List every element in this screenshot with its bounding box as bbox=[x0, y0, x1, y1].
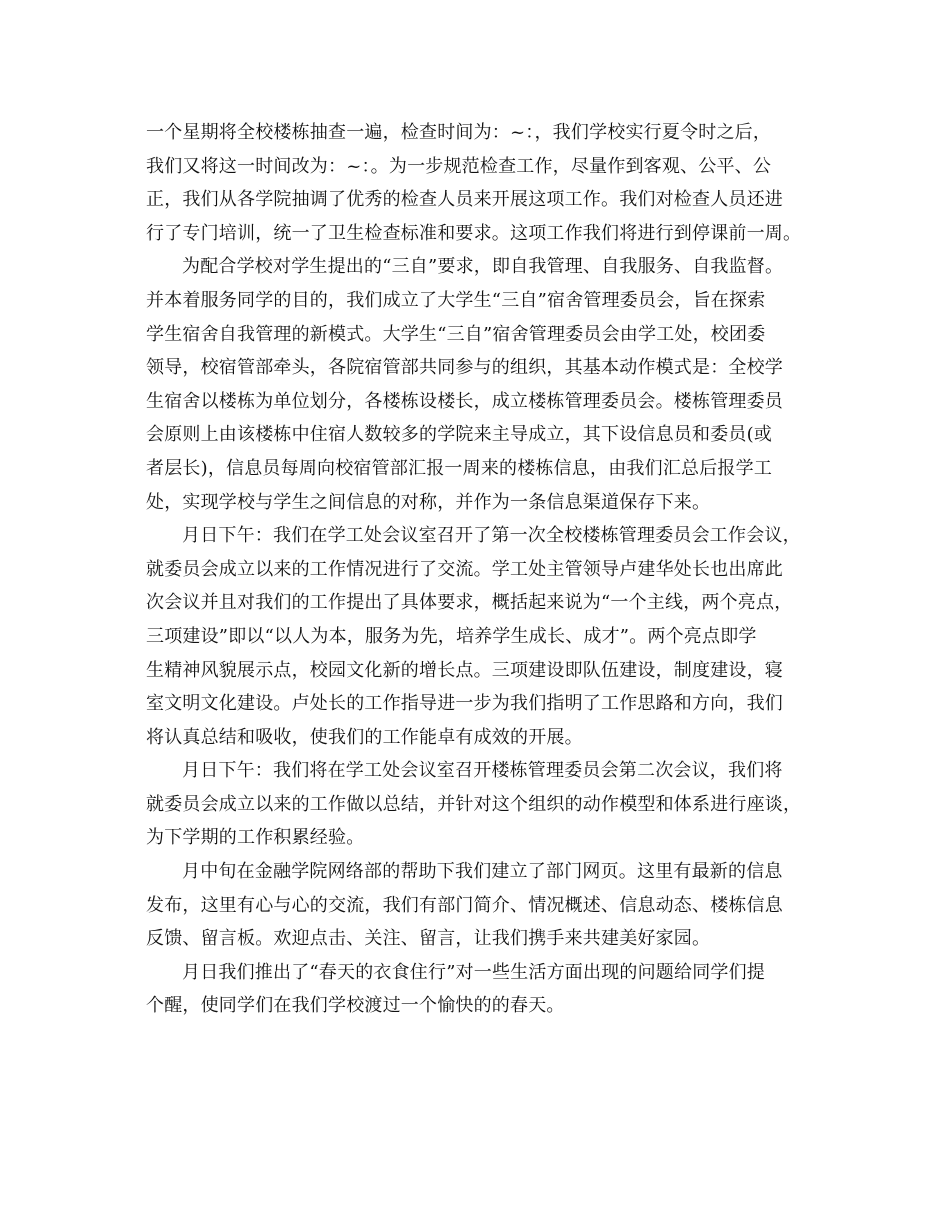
text-line: 就委员会成立以来的工作情况进行了交流。学工处主管领导卢建华处长也出席此 bbox=[146, 558, 783, 580]
paragraph-first-line: 月日我们推出了“春天的衣食住行”对一些生活方面出现的问题给同学们提 bbox=[182, 961, 766, 983]
document-body bbox=[146, 116, 811, 1023]
text-line: 生精神风貌展示点，校园文化新的增长点。三项建设即队伍建设，制度建设，寝 bbox=[146, 659, 783, 681]
text-line: 处，实现学校与学生之间信息的对称，并作为一条信息渠道保存下来。 bbox=[146, 491, 711, 513]
paragraph-first-line: 为配合学校对学生提出的“三自”要求，即自我管理、自我服务、自我监督。 bbox=[182, 256, 784, 278]
text-line: 将认真总结和吸收，使我们的工作能卓有成效的开展。 bbox=[146, 726, 583, 748]
paragraph-first-line: 月日下午：我们将在学工处会议室召开楼栋管理委员会第二次会议，我们将 bbox=[182, 760, 783, 782]
text-line: 为下学期的工作积累经验。 bbox=[146, 827, 365, 849]
text-line: 一个星期将全校楼栋抽查一遍，检查时间为：~：，我们学校实行夏令时之后， bbox=[146, 122, 772, 143]
text-line: 并本着服务同学的目的，我们成立了大学生“三自”宿舍管理委员会，旨在探索 bbox=[146, 289, 766, 311]
text-line: 正，我们从各学院抽调了优秀的检查人员来开展这项工作。我们对检查人员还进 bbox=[146, 189, 783, 211]
text-line: 个醒，使同学们在我们学校渡过一个愉快的的春天。 bbox=[146, 995, 565, 1017]
text-line: 三项建设”即以“以人为本，服务为先，培养学生成长、成才”。两个亮点即学 bbox=[146, 625, 757, 647]
text-line: 就委员会成立以来的工作做以总结，并针对这个组织的动作模型和体系进行座谈， bbox=[146, 793, 802, 815]
paragraph-first-line: 月日下午：我们在学工处会议室召开了第一次全校楼栋管理委员会工作会议， bbox=[182, 525, 801, 547]
text-line: 反馈、留言板。欢迎点击、关注、留言，让我们携手来共建美好家园。 bbox=[146, 928, 711, 950]
text-line: 学生宿舍自我管理的新模式。大学生“三自”宿舍管理委员会由学工处，校团委 bbox=[146, 323, 766, 345]
text-line: 领导，校宿管部牵头，各院宿管部共同参与的组织，其基本动作模式是：全校学 bbox=[146, 357, 783, 379]
text-line: 室文明文化建设。卢处长的工作指导进一步为我们指明了工作思路和方向，我们 bbox=[146, 693, 783, 715]
text-line: 发布，这里有心与心的交流，我们有部门简介、情况概述、信息动态、楼栋信息 bbox=[146, 894, 783, 916]
text-line: 我们又将这一时间改为：~：。为一步规范检查工作，尽量作到客观、公平、公 bbox=[146, 155, 772, 177]
text-line: 次会议并且对我们的工作提出了具体要求，概括起来说为“一个主线，两个亮点， bbox=[146, 592, 793, 614]
text-line: 生宿舍以楼栋为单位划分，各楼栋设楼长，成立楼栋管理委员会。楼栋管理委员 bbox=[146, 390, 783, 412]
paragraph-first-line: 月中旬在金融学院网络部的帮助下我们建立了部门网页。这里有最新的信息 bbox=[182, 861, 783, 883]
text-line: 行了专门培训，统一了卫生检查标准和要求。这项工作我们将进行到停课前一周。 bbox=[146, 222, 802, 244]
text-line: 者层长)，信息员每周向校宿管部汇报一周来的楼栋信息，由我们汇总后报学工 bbox=[146, 457, 773, 479]
text-line: 会原则上由该楼栋中住宿人数较多的学院来主导成立，其下设信息员和委员(或 bbox=[146, 424, 773, 446]
